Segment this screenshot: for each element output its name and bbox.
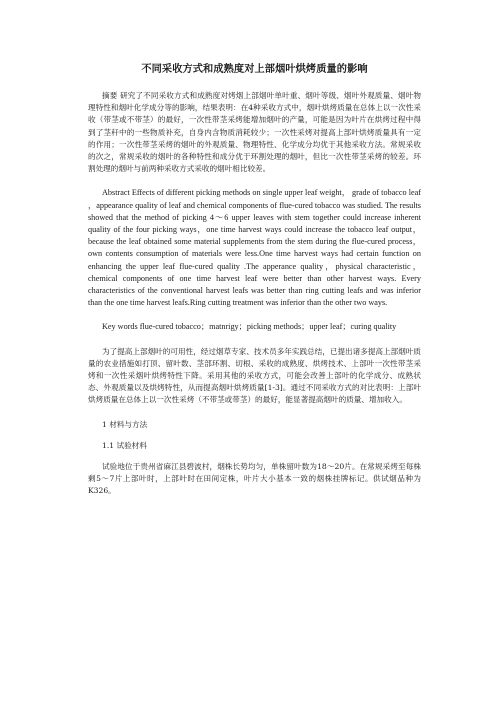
- paper-page: [88, 62, 421, 498]
- introduction-paragraph: 为了提高上部烟叶的可用性，经过烟草专家、技术员多年实践总结，已提出诸多提高上部烟叶质量的农业措施如打顶、留叶数、茎部环割、切根、采收的成熟度、烘烤技术、上部叶一次性带茎采烤和一次性采烟叶烘烤特性下降。采用其他的采收方式，可能会改善上部叶的化学成分、成熟状态、外观质量以及烘烤特性，从而提高烟叶烘烤质量[1-3]。通过不同采收方式的对比表明：上部叶烘烤质量在总体上以一次性采烤（不带茎或带茎）的最好，能显著提高烟叶的质量、增加收入。: [88, 346, 421, 405]
- subsection-heading-test-materials: 1.1 试验材料: [102, 440, 147, 450]
- paper-title: 不同采收方式和成熟度对上部烟叶烘烤质量的影响: [141, 63, 368, 75]
- keywords-english: Key words flue-cured tobacco；matnrigy；picking methods；upper leaf；curing quality: [102, 322, 397, 332]
- section-heading-materials-methods: 1 材料与方法: [102, 419, 148, 429]
- materials-paragraph: 试验地位于贵州省麻江县碧波村，烟株长势均匀，单株留叶数为18～20片。在常规采烤至每株剩5～7片上部叶时，上部叶时在田间定株，叶片大小基本一致的烟株挂牌标记。供试烟品种为K326。: [88, 462, 421, 496]
- abstract-chinese: 摘要 研究了不同采收方式和成熟度对烤烟上部烟叶单叶重、烟叶等级、烟叶外观质量、烟叶物理特性和烟叶化学成分等的影响，结果表明：在4种采收方式中，烟叶烘烤质量在总体上以一次性采收（带茎或不带茎）的最好，一次性带茎采烤能增加烟叶的产量，可能是因为叶片在烘烤过程中得到了茎秆中的一些物质补充，自身内含物质消耗较少；一次性采烤对提高上部叶烘烤质量具有一定的作用；一次性带茎采烤的烟叶的外观质量、物理特性、化学成分均优于其他采收方法。常规采收的次之，常规采收的烟叶的各种特性和成分优于环割处理的烟叶，但比一次性带茎采烤的较差。环割处理的烟叶与前两种采收方式采收的烟叶相比较差。: [88, 91, 421, 174]
- abstract-english: Abstract Effects of different picking methods on single upper leaf weight， grade of tobacco leaf ，appearance quality of leaf and chemical components of flue-cured tobacco was studied. The results showed that the method of picking 4～6 upper leaves with stem together could increase inherent quality of the four picking ways，one time harvest ways could increase the tobacco leaf output，because the leaf obtained some material supplements from the stem during the flue-cured process，own contents consumption of materials were less.One time harvest ways had certain function on enhancing the upper leaf flue-cured quality .The apperance quality，physical characteristic，chemical components of one time harvest leaf were better than other harvest ways. Every characteristics of the conventional harvest leafs was better than ring cutting leafs and was inferior than the one time harvest leafs.Ring cutting treatment was inferior than the other two ways.: [88, 188, 421, 308]
